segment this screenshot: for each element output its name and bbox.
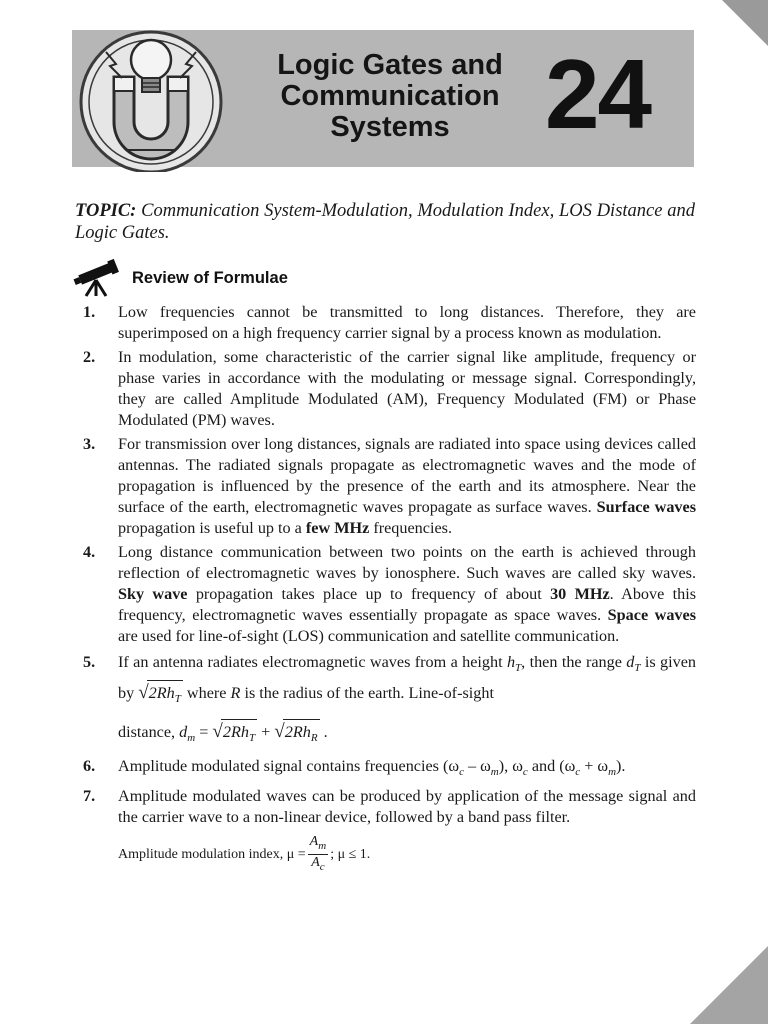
chapter-title-line-3: Systems xyxy=(330,111,450,143)
list-item xyxy=(0,650,696,750)
item-number: 1. xyxy=(83,303,96,321)
formula-list xyxy=(0,302,768,878)
chapter-title-line-1: Logic Gates and xyxy=(277,49,503,81)
item-text: Low frequencies cannot be transmitted to long distances. Therefore, they are superimposed on a high frequency carrier signal by a process known as modulation. xyxy=(118,303,696,342)
list-item xyxy=(0,302,696,344)
item-text: propagation takes place up to frequency of about xyxy=(187,585,551,603)
formula-label: Amplitude modulation index, μ = xyxy=(118,847,306,862)
item-text: , then the range xyxy=(521,653,627,671)
root-sign: √ xyxy=(138,682,149,703)
item-text: Amplitude modulated waves can be produced by application of the message signal and the carrier wave to a non-linear device, followed by a band pass filter. xyxy=(118,787,696,826)
list-item xyxy=(0,786,696,875)
list-item: 6. Amplitude modulated signal contains frequencies $(\omega_c - \omega_m)$, $\omega_c$ and $(\omega_c + \omega_m)$. xyxy=(83,757,626,778)
item-number: 2. xyxy=(83,348,96,366)
item-number: 5. xyxy=(83,653,96,671)
root-sign: √ xyxy=(274,721,285,742)
var-dm: $d_m$ xyxy=(179,723,196,744)
root-sign: √ xyxy=(212,721,223,742)
bold-term: few MHz xyxy=(305,519,370,537)
modulation-index-formula xyxy=(118,834,696,875)
item-number: 7. xyxy=(83,787,96,805)
topic-text: Communication System-Modulation, Modulation Index, LOS Distance and Logic Gates. xyxy=(75,201,695,243)
bold-term: Space waves xyxy=(607,606,696,624)
item-text: . xyxy=(319,723,328,741)
item-text: + xyxy=(257,723,275,741)
page-corner-top-right xyxy=(722,0,768,46)
var-d: $d_T$ xyxy=(626,653,641,674)
telescope-icon xyxy=(70,258,126,298)
bold-term: 30 MHz xyxy=(550,585,610,603)
item-text: propagation is useful up to a xyxy=(118,519,306,537)
bold-term: Surface waves xyxy=(596,498,697,516)
sqrt-expr: $2Rh_R$ xyxy=(283,719,320,750)
list-item xyxy=(0,347,696,431)
los-formula xyxy=(118,719,696,750)
sqrt-expr: $2Rh_T$ xyxy=(221,719,257,750)
item-number: 4. xyxy=(83,543,96,561)
fraction: $\frac{A_m}{A_c}$ xyxy=(309,834,327,873)
item-text: For transmission over long distances, signals are radiated into space using devices called antennas. The radiated signals propagate as electromagnetic waves and the mode of propagation is influenced by the presence of the earth and its atmosphere. Near the surface of the earth, electromagnetic waves propagate as surface waves. xyxy=(118,435,696,516)
topic-label: TOPIC: xyxy=(75,201,137,221)
magnet-bulb-emblem-icon xyxy=(76,22,226,172)
item-number: 3. xyxy=(83,435,96,453)
item-text: are used for line-of-sight (LOS) communication and satellite communication. xyxy=(118,627,620,645)
item-text: distance, xyxy=(118,723,180,741)
var-R: R xyxy=(230,684,241,702)
var-h: $h_T$ xyxy=(506,653,522,674)
item-number: 6. xyxy=(83,757,96,775)
item-text: = xyxy=(195,723,213,741)
chapter-title xyxy=(255,50,525,143)
review-heading xyxy=(70,258,288,298)
item-text: Long distance communication between two points on the earth is achieved through reflection of electromagnetic waves by ionosphere. Such waves are called sky waves. xyxy=(118,543,696,582)
list-item xyxy=(0,542,696,647)
item-text: is given by xyxy=(118,653,696,702)
formula-tail: ; μ ≤ 1. xyxy=(330,847,371,862)
item-text: Amplitude modulated signal contains frequencies ( xyxy=(118,757,449,775)
sqrt-expr: $2Rh_T$ xyxy=(147,680,183,711)
item-text: is the radius of the earth. Line-of-sight xyxy=(240,684,494,702)
list-item xyxy=(0,434,696,539)
chapter-number: 24 xyxy=(545,39,651,149)
item-text: If an antenna radiates electromagnetic waves from a height xyxy=(118,653,507,671)
bold-term: Sky wave xyxy=(118,585,188,603)
page-corner-bottom-right xyxy=(690,946,768,1024)
item-text: In modulation, some characteristic of the carrier signal like amplitude, frequency or phase varies in accordance with the modulating or message signal. Correspondingly, they are called Amplitude Modulated (AM), Frequency Modulated (FM) or Phase Modulated (PM) waves. xyxy=(118,348,696,429)
item-text: where xyxy=(182,684,231,702)
topic-line xyxy=(75,200,695,244)
chapter-title-line-2: Communication xyxy=(280,80,500,112)
item-text: . Above this frequency, electromagnetic waves essentially propagate as space waves. xyxy=(118,585,697,624)
review-title: Review of Formulae xyxy=(132,268,288,287)
item-text: frequencies. xyxy=(369,519,452,537)
